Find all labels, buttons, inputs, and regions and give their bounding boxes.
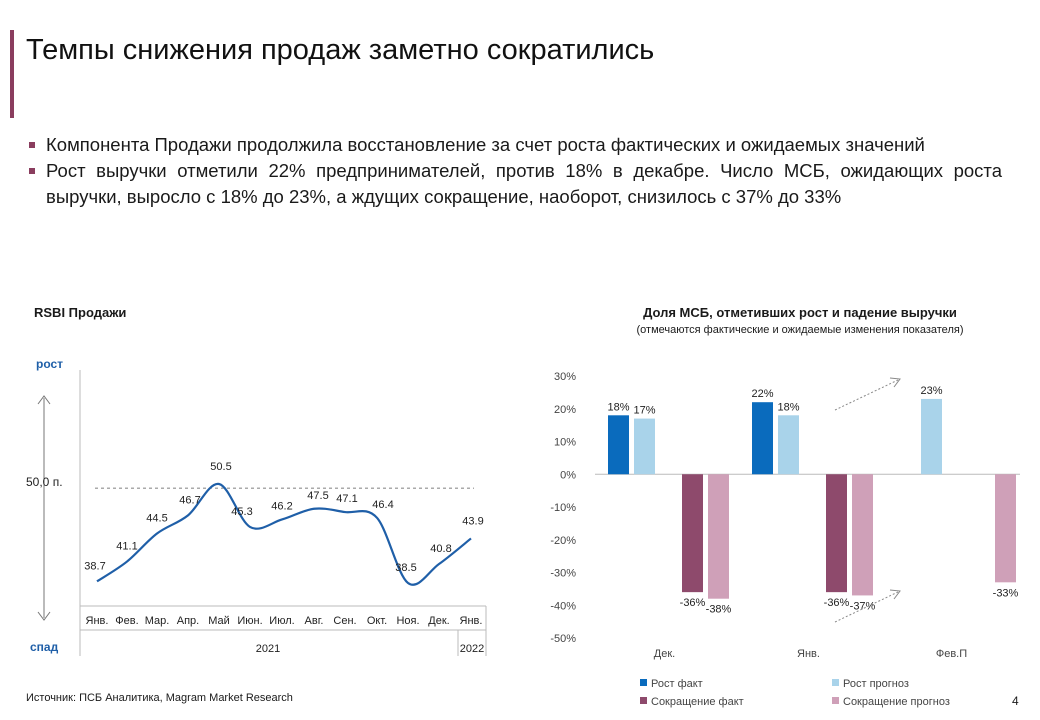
month-tick-label: Апр. <box>176 615 200 627</box>
category-label: Янв. <box>797 648 820 660</box>
growth-trend-arrow <box>835 380 898 410</box>
month-tick-label: Июн. <box>237 615 263 627</box>
point-value-label: 46.7 <box>179 494 201 507</box>
month-tick-label: Май <box>208 615 230 627</box>
bar-value-label: 18% <box>607 401 630 414</box>
line-chart-axes <box>26 357 486 656</box>
bar-value-label: -37% <box>849 600 876 613</box>
legend-swatch <box>832 679 839 686</box>
y-tick-label: 10% <box>553 436 576 449</box>
point-value-label: 44.5 <box>146 512 168 525</box>
bar-value-label: -33% <box>992 587 1019 600</box>
decline-arrow-head-icon <box>890 590 900 599</box>
bullet-item-1: Компонента Продажи продолжила восстановление за счет роста фактических и ожидаемых значений <box>26 132 1002 158</box>
y-tick-label: -50% <box>550 633 576 645</box>
y-tick-label: -10% <box>550 502 576 514</box>
point-value-label: 47.1 <box>336 493 358 506</box>
bar <box>995 474 1016 582</box>
month-tick-label: Янв. <box>85 615 109 627</box>
legend-label: Рост факт <box>651 678 703 690</box>
y-tick-label: -40% <box>550 600 576 613</box>
line-chart-title: RSBI Продажи <box>34 305 127 320</box>
legend-swatch <box>832 697 839 704</box>
bar-chart-subtitle: (отмечаются фактические и ожидаемые изменения показателя) <box>636 324 964 336</box>
growth-arrow-head-icon <box>890 378 900 387</box>
bar-chart-bars <box>607 385 1018 616</box>
month-tick-label: Окт. <box>366 615 388 627</box>
bar-value-label: 17% <box>633 404 656 417</box>
point-value-label: 38.7 <box>84 560 106 573</box>
source-note: Источник: ПСБ Аналитика, Magram Market Research <box>26 692 293 704</box>
legend-item <box>640 696 744 708</box>
bullet-item-2: Рост выручки отметили 22% предпринимателей, против 18% в декабре. Число МСБ, ожидающих роста выручки, выросло с 18% до 23%, а ждущих сокращение, наоборот, снизилось с 37% до 33% <box>26 158 1002 210</box>
y-tick-label: -20% <box>550 534 576 547</box>
category-label: Дек. <box>653 648 676 660</box>
bar <box>826 474 847 592</box>
title-accent-bar <box>10 30 14 118</box>
month-tick-label: Сен. <box>333 615 357 627</box>
bar <box>852 474 873 595</box>
month-tick-label: Дек. <box>428 615 450 627</box>
legend-item <box>832 696 950 708</box>
bar-value-label: 18% <box>777 401 800 414</box>
bar-value-label: 22% <box>751 388 774 401</box>
bar <box>608 415 629 474</box>
slide-title: Темпы снижения продаж заметно сократились <box>26 34 655 66</box>
bar-value-label: -36% <box>823 597 850 610</box>
bullet-list <box>26 132 1002 210</box>
page-number: 4 <box>1012 694 1019 708</box>
bar-value-label: -38% <box>705 603 732 616</box>
bar <box>682 474 703 592</box>
legend-label: Рост прогноз <box>843 678 909 690</box>
point-value-label: 40.8 <box>430 543 452 556</box>
legend-swatch <box>640 697 647 704</box>
bar <box>634 419 655 475</box>
point-value-label: 38.5 <box>395 562 417 574</box>
y-tick-label: 30% <box>553 371 576 383</box>
month-tick-label: Мар. <box>144 615 170 627</box>
month-tick-label: Ноя. <box>396 615 420 627</box>
year-label-2021: 2021 <box>255 643 281 655</box>
month-tick-label: Янв. <box>459 615 483 627</box>
point-value-label: 45.3 <box>231 505 253 518</box>
point-value-label: 43.9 <box>462 515 484 528</box>
legend-label: Сокращение прогноз <box>843 696 950 708</box>
month-tick-label: Фев. <box>115 615 139 627</box>
reference-label: 50,0 п. <box>26 475 63 490</box>
bar-chart-legend <box>640 678 1040 718</box>
legend-swatch <box>640 679 647 686</box>
point-value-label: 46.4 <box>372 498 394 511</box>
bar-chart-axes <box>550 371 1020 660</box>
y-tick-label: 0% <box>560 469 576 482</box>
legend-item <box>640 678 703 690</box>
point-value-label: 50.5 <box>210 461 232 473</box>
decline-label: спад <box>30 640 59 654</box>
y-tick-label: -30% <box>550 567 576 580</box>
msb-bar-chart <box>520 360 1040 670</box>
bar-chart-title: Доля МСБ, отметивших рост и падение выручки <box>643 305 957 320</box>
category-label: Фев.П <box>935 648 968 660</box>
rsbi-line-chart <box>0 340 510 660</box>
legend-label: Сокращение факт <box>651 696 744 708</box>
bar <box>752 402 773 474</box>
month-tick-label: Авг. <box>304 615 324 627</box>
bar <box>708 474 729 598</box>
growth-label: рост <box>36 357 64 371</box>
bar-value-label: -36% <box>679 597 706 610</box>
legend-item <box>832 678 909 690</box>
point-value-label: 47.5 <box>307 489 329 502</box>
line-chart-labels <box>84 461 483 574</box>
point-value-label: 46.2 <box>271 500 293 513</box>
bar <box>778 415 799 474</box>
y-tick-label: 20% <box>553 403 576 416</box>
point-value-label: 41.1 <box>116 540 138 553</box>
bar <box>921 399 942 474</box>
month-tick-label: Июл. <box>269 615 295 627</box>
year-label-2022: 2022 <box>459 643 485 655</box>
bar-value-label: 23% <box>920 384 943 397</box>
